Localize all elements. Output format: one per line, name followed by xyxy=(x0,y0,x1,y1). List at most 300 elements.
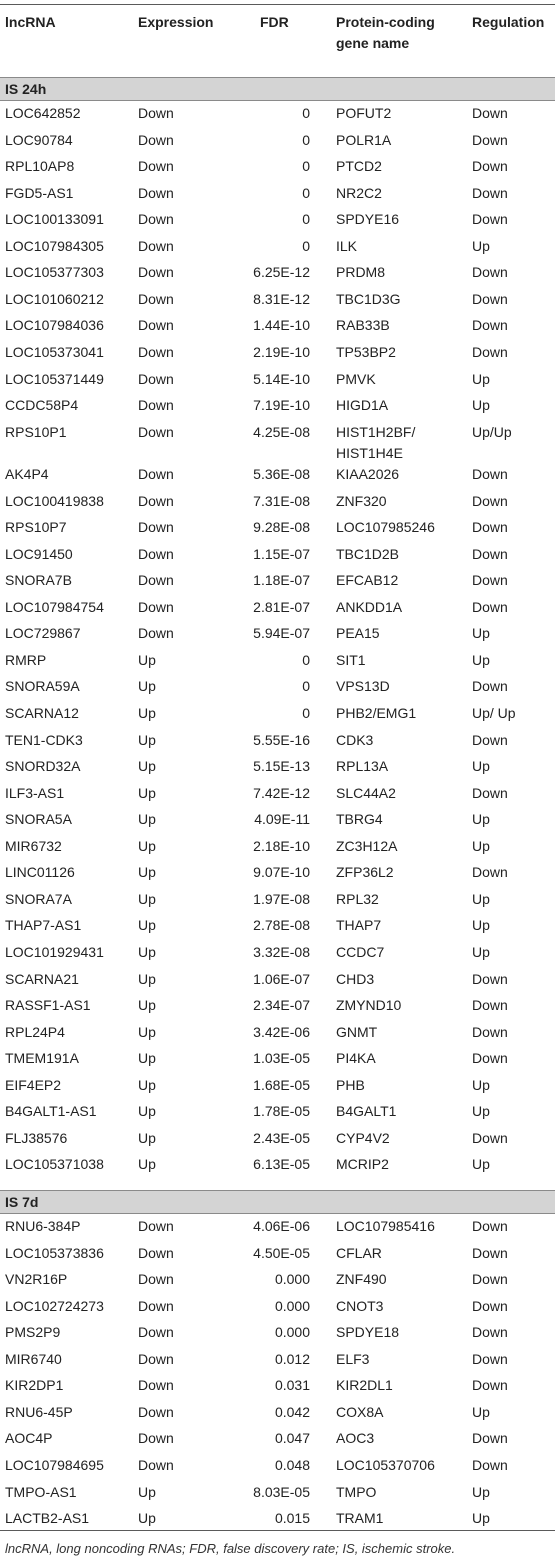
table-row xyxy=(0,730,555,757)
protein-gene-cell: PHB xyxy=(336,1076,365,1093)
expression-cell: Up xyxy=(138,1023,156,1040)
table-row xyxy=(0,676,555,703)
table-row xyxy=(0,1243,555,1270)
fdr-cell: 0.047 xyxy=(274,1430,310,1447)
header-expression: Expression xyxy=(138,14,214,30)
expression-cell: Down xyxy=(138,1271,174,1288)
fdr-cell: 1.97E-08 xyxy=(253,890,310,907)
header-protein-line-1: Protein-coding xyxy=(336,14,435,30)
table-row xyxy=(0,1482,555,1509)
table-row xyxy=(0,1048,555,1075)
regulation-cell: Down xyxy=(472,317,508,334)
table-row xyxy=(0,756,555,783)
expression-cell: Down xyxy=(138,184,174,201)
lncrna-cell: LOC729867 xyxy=(5,625,81,642)
table-row xyxy=(0,942,555,969)
regulation-cell: Down xyxy=(472,1129,508,1146)
table-row xyxy=(0,491,555,518)
regulation-cell: Down xyxy=(472,1244,508,1261)
lncrna-cell: RNU6-45P xyxy=(5,1403,73,1420)
regulation-cell: Down xyxy=(472,572,508,589)
expression-cell: Up xyxy=(138,811,156,828)
fdr-cell: 0.042 xyxy=(274,1403,310,1420)
table-row xyxy=(0,889,555,916)
lncrna-cell: SCARNA21 xyxy=(5,970,79,987)
expression-cell: Up xyxy=(138,1129,156,1146)
protein-gene-cell: EFCAB12 xyxy=(336,572,399,589)
fdr-cell: 0.048 xyxy=(274,1456,310,1473)
expression-cell: Up xyxy=(138,997,156,1014)
lncrna-cell: KIR2DP1 xyxy=(5,1377,64,1394)
lncrna-cell: LOC105371449 xyxy=(5,370,104,387)
fdr-cell: 2.19E-10 xyxy=(253,343,310,360)
regulation-cell: Up xyxy=(472,625,490,642)
table-row xyxy=(0,342,555,369)
regulation-cell: Down xyxy=(472,184,508,201)
fdr-cell: 0 xyxy=(302,131,310,148)
protein-gene-cell: KIAA2026 xyxy=(336,466,400,483)
fdr-cell: 1.15E-07 xyxy=(253,545,310,562)
expression-cell: Up xyxy=(138,1076,156,1093)
table-row xyxy=(0,1428,555,1455)
table-row xyxy=(0,1322,555,1349)
fdr-cell: 0.012 xyxy=(274,1350,310,1367)
expression-cell: Down xyxy=(138,290,174,307)
regulation-cell: Up/ Up xyxy=(472,705,516,722)
table-row xyxy=(0,315,555,342)
lncrna-cell: LACTB2-AS1 xyxy=(5,1510,90,1527)
expression-cell: Down xyxy=(138,264,174,281)
expression-cell: Up xyxy=(138,651,156,668)
table-row xyxy=(0,995,555,1022)
lncrna-cell: RASSF1-AS1 xyxy=(5,997,91,1014)
expression-cell: Down xyxy=(138,1456,174,1473)
lncrna-cell: B4GALT1-AS1 xyxy=(5,1103,97,1120)
fdr-cell: 5.15E-13 xyxy=(253,758,310,775)
regulation-cell: Down xyxy=(472,131,508,148)
regulation-cell: Down xyxy=(472,343,508,360)
fdr-cell: 7.19E-10 xyxy=(253,397,310,414)
regulation-cell: Down xyxy=(472,290,508,307)
header-protein-line-2: gene name xyxy=(336,35,410,51)
fdr-cell: 1.18E-07 xyxy=(253,572,310,589)
regulation-cell: Down xyxy=(472,264,508,281)
table-row xyxy=(0,570,555,597)
expression-cell: Down xyxy=(138,545,174,562)
fdr-cell: 5.94E-07 xyxy=(253,625,310,642)
table-row xyxy=(0,915,555,942)
expression-cell: Down xyxy=(138,343,174,360)
table-row xyxy=(0,289,555,316)
regulation-cell: Up xyxy=(472,943,490,960)
protein-gene-cell: SPDYE16 xyxy=(336,211,400,228)
lncrna-cell: RNU6-384P xyxy=(5,1218,81,1234)
lncrna-cell: LOC100419838 xyxy=(5,492,104,509)
regulation-cell: Up xyxy=(472,1076,490,1093)
protein-gene-cell: SPDYE18 xyxy=(336,1324,400,1341)
lncrna-cell: SNORA7B xyxy=(5,572,72,589)
regulation-cell: Down xyxy=(472,1377,508,1394)
fdr-cell: 0 xyxy=(302,705,310,722)
fdr-cell: 5.14E-10 xyxy=(253,370,310,387)
regulation-cell: Down xyxy=(472,158,508,175)
expression-cell: Down xyxy=(138,211,174,228)
lncrna-cell: LOC642852 xyxy=(5,105,81,121)
protein-gene-cell: POLR1A xyxy=(336,131,392,148)
table-row xyxy=(0,1101,555,1128)
header-lncrna: lncRNA xyxy=(5,14,56,30)
regulation-cell: Down xyxy=(472,1456,508,1473)
protein-gene-cell: RPL13A xyxy=(336,758,389,775)
table-row xyxy=(0,597,555,624)
regulation-cell: Down xyxy=(472,1218,508,1234)
table-row xyxy=(0,783,555,810)
lncrna-cell: PMS2P9 xyxy=(5,1324,61,1341)
lncrna-cell: SNORA7A xyxy=(5,890,72,907)
fdr-cell: 4.25E-08 xyxy=(253,423,310,440)
section-heading xyxy=(0,77,555,101)
expression-cell: Down xyxy=(138,492,174,509)
lncrna-cell: LOC105373041 xyxy=(5,343,104,360)
regulation-cell: Up xyxy=(472,397,490,414)
protein-gene-cell: CYP4V2 xyxy=(336,1129,390,1146)
lncrna-cell: LOC102724273 xyxy=(5,1297,104,1314)
fdr-cell: 2.81E-07 xyxy=(253,598,310,615)
protein-gene-cell: ELF3 xyxy=(336,1350,370,1367)
fdr-cell: 1.06E-07 xyxy=(253,970,310,987)
lncrna-cell: SCARNA12 xyxy=(5,705,79,722)
protein-gene-cell: PTCD2 xyxy=(336,158,382,175)
regulation-cell: Down xyxy=(472,1324,508,1341)
protein-gene-cell: ILK xyxy=(336,237,358,254)
regulation-cell: Down xyxy=(472,1350,508,1367)
expression-cell: Down xyxy=(138,397,174,414)
lncrna-cell: AOC4P xyxy=(5,1430,53,1447)
table-header xyxy=(0,0,555,80)
expression-cell: Down xyxy=(138,1218,174,1234)
header-fdr: FDR xyxy=(260,14,289,30)
expression-cell: Down xyxy=(138,625,174,642)
lncrna-cell: LOC105371038 xyxy=(5,1156,104,1173)
lncrna-cell: LOC107984754 xyxy=(5,598,104,615)
fdr-cell: 0.015 xyxy=(274,1510,310,1527)
expression-cell: Down xyxy=(138,1430,174,1447)
expression-cell: Down xyxy=(138,237,174,254)
fdr-cell: 3.32E-08 xyxy=(253,943,310,960)
expression-cell: Down xyxy=(138,1350,174,1367)
protein-gene-cell: POFUT2 xyxy=(336,105,392,121)
lncrna-cell: EIF4EP2 xyxy=(5,1076,62,1093)
expression-cell: Down xyxy=(138,519,174,536)
protein-gene-cell: PI4KA xyxy=(336,1050,376,1067)
expression-cell: Down xyxy=(138,1244,174,1261)
lncrna-cell: LOC105373836 xyxy=(5,1244,104,1261)
expression-cell: Up xyxy=(138,705,156,722)
table-row xyxy=(0,262,555,289)
lncrna-cell: SNORA5A xyxy=(5,811,72,828)
table-row xyxy=(0,1296,555,1323)
regulation-cell: Down xyxy=(472,1050,508,1067)
regulation-cell: Down xyxy=(472,545,508,562)
lncrna-cell: LOC101929431 xyxy=(5,943,104,960)
fdr-cell: 0 xyxy=(302,651,310,668)
fdr-cell: 0 xyxy=(302,158,310,175)
section-title: IS 24h xyxy=(5,81,47,97)
table-row xyxy=(0,130,555,157)
expression-cell: Down xyxy=(138,1403,174,1420)
lncrna-cell: LINC01126 xyxy=(5,864,75,881)
table-row xyxy=(0,517,555,544)
fdr-cell: 0.031 xyxy=(274,1377,310,1394)
protein-gene-cell: COX8A xyxy=(336,1403,384,1420)
regulation-cell: Down xyxy=(472,864,508,881)
protein-gene-cell: ZNF320 xyxy=(336,492,387,509)
protein-gene-cell: ZNF490 xyxy=(336,1271,387,1288)
fdr-cell: 9.07E-10 xyxy=(253,864,310,881)
expression-cell: Up xyxy=(138,1483,156,1500)
protein-gene-cell: LOC107985246 xyxy=(336,519,435,536)
lncrna-cell: MIR6732 xyxy=(5,837,62,854)
fdr-cell: 5.55E-16 xyxy=(253,731,310,748)
section-title: IS 7d xyxy=(5,1194,39,1210)
fdr-cell: 1.03E-05 xyxy=(253,1050,310,1067)
table-row xyxy=(0,1154,555,1181)
protein-gene-cell: RPL32 xyxy=(336,890,379,907)
lncrna-cell: FGD5-AS1 xyxy=(5,184,74,201)
table-row xyxy=(0,1402,555,1429)
protein-gene-cell: HIGD1A xyxy=(336,397,389,414)
protein-gene-cell: LOC107985416 xyxy=(336,1218,435,1234)
table-row xyxy=(0,969,555,996)
regulation-cell: Up xyxy=(472,370,490,387)
fdr-cell: 4.09E-11 xyxy=(254,811,310,828)
expression-cell: Up xyxy=(138,1510,156,1527)
fdr-cell: 2.43E-05 xyxy=(253,1129,310,1146)
regulation-cell: Up xyxy=(472,1403,490,1420)
expression-cell: Down xyxy=(138,158,174,175)
protein-gene-cell: TBRG4 xyxy=(336,811,383,828)
fdr-cell: 2.18E-10 xyxy=(253,837,310,854)
fdr-cell: 8.03E-05 xyxy=(253,1483,310,1500)
protein-gene-cell: TP53BP2 xyxy=(336,343,396,360)
regulation-cell: Down xyxy=(472,519,508,536)
fdr-cell: 7.42E-12 xyxy=(253,784,310,801)
expression-cell: Up xyxy=(138,784,156,801)
fdr-cell: 1.44E-10 xyxy=(253,317,310,334)
protein-gene-cell: CCDC7 xyxy=(336,943,385,960)
lncrna-cell: LOC91450 xyxy=(5,545,73,562)
lncrna-cell: CCDC58P4 xyxy=(5,397,79,414)
fdr-cell: 1.78E-05 xyxy=(253,1103,310,1120)
expression-cell: Up xyxy=(138,943,156,960)
table-row xyxy=(0,103,555,130)
protein-gene-cell: SLC44A2 xyxy=(336,784,396,801)
protein-gene-cell: CDK3 xyxy=(336,731,374,748)
fdr-cell: 7.31E-08 xyxy=(253,492,310,509)
regulation-cell: Down xyxy=(472,970,508,987)
fdr-cell: 0 xyxy=(302,105,310,121)
protein-gene-cell: PEA15 xyxy=(336,625,380,642)
expression-cell: Down xyxy=(138,572,174,589)
lncrna-cell: ILF3-AS1 xyxy=(5,784,65,801)
protein-gene-cell: PHB2/EMG1 xyxy=(336,705,417,722)
table-row xyxy=(0,836,555,863)
protein-gene-cell: B4GALT1 xyxy=(336,1103,397,1120)
lncrna-cell: TEN1-CDK3 xyxy=(5,731,83,748)
table-row xyxy=(0,703,555,730)
table-bottom-rule xyxy=(0,1530,555,1531)
expression-cell: Up xyxy=(138,758,156,775)
table-row xyxy=(0,183,555,210)
expression-cell: Down xyxy=(138,105,174,121)
regulation-cell: Up xyxy=(472,890,490,907)
regulation-cell: Down xyxy=(472,678,508,695)
table-row xyxy=(0,236,555,263)
protein-gene-cell: NR2C2 xyxy=(336,184,382,201)
header-regulation: Regulation xyxy=(472,14,545,30)
protein-gene-cell: AOC3 xyxy=(336,1430,375,1447)
table-row xyxy=(0,1022,555,1049)
expression-cell: Down xyxy=(138,131,174,148)
lncrna-cell: LOC100133091 xyxy=(5,211,104,228)
regulation-cell: Down xyxy=(472,598,508,615)
fdr-cell: 0 xyxy=(302,678,310,695)
protein-gene-cell: RAB33B xyxy=(336,317,390,334)
fdr-cell: 0.000 xyxy=(274,1297,310,1314)
fdr-cell: 5.36E-08 xyxy=(253,466,310,483)
expression-cell: Up xyxy=(138,1156,156,1173)
table-row xyxy=(0,1375,555,1402)
expression-cell: Up xyxy=(138,1050,156,1067)
lncrna-cell: MIR6740 xyxy=(5,1350,62,1367)
fdr-cell: 3.42E-06 xyxy=(253,1023,310,1040)
table-row xyxy=(0,650,555,677)
regulation-cell: Up xyxy=(472,651,490,668)
expression-cell: Up xyxy=(138,837,156,854)
regulation-cell: Down xyxy=(472,997,508,1014)
lncrna-cell: THAP7-AS1 xyxy=(5,917,82,934)
protein-gene-cell: TRAM1 xyxy=(336,1510,384,1527)
expression-cell: Down xyxy=(138,317,174,334)
table-row xyxy=(0,809,555,836)
lncrna-cell: RPL24P4 xyxy=(5,1023,65,1040)
table-row xyxy=(0,464,555,491)
fdr-cell: 0.000 xyxy=(274,1271,310,1288)
expression-cell: Up xyxy=(138,890,156,907)
regulation-cell: Up xyxy=(472,237,490,254)
regulation-cell: Down xyxy=(472,105,508,121)
fdr-cell: 0.000 xyxy=(274,1324,310,1341)
fdr-cell: 4.06E-06 xyxy=(253,1218,310,1234)
regulation-cell: Up xyxy=(472,758,490,775)
protein-gene-cell: SIT1 xyxy=(336,651,366,668)
regulation-cell: Down xyxy=(472,492,508,509)
table-row xyxy=(0,369,555,396)
lncrna-cell: TMPO-AS1 xyxy=(5,1483,77,1500)
lncrna-cell: TMEM191A xyxy=(5,1050,79,1067)
lncrna-cell: LOC90784 xyxy=(5,131,73,148)
table-row xyxy=(0,1269,555,1296)
lncrna-cell: RMRP xyxy=(5,651,47,668)
protein-gene-cell: HIST1H2BF/ xyxy=(336,423,416,440)
protein-gene-cell-continued: HIST1H4E xyxy=(336,444,403,461)
protein-gene-cell: ZC3H12A xyxy=(336,837,398,854)
regulation-cell: Down xyxy=(472,466,508,483)
table-row xyxy=(0,1075,555,1102)
lncrna-cell: LOC101060212 xyxy=(5,290,104,307)
regulation-cell: Up xyxy=(472,1483,490,1500)
protein-gene-cell: PRDM8 xyxy=(336,264,386,281)
fdr-cell: 1.68E-05 xyxy=(253,1076,310,1093)
table-row xyxy=(0,1455,555,1482)
protein-gene-cell: THAP7 xyxy=(336,917,382,934)
lncrna-cell: SNORA59A xyxy=(5,678,80,695)
fdr-cell: 6.13E-05 xyxy=(253,1156,310,1173)
protein-gene-cell: ZMYND10 xyxy=(336,997,402,1014)
regulation-cell: Down xyxy=(472,1271,508,1288)
lncrna-cell: RPS10P1 xyxy=(5,423,67,440)
expression-cell: Down xyxy=(138,466,174,483)
table-row xyxy=(0,1128,555,1155)
regulation-cell: Down xyxy=(472,1023,508,1040)
regulation-cell: Up xyxy=(472,1103,490,1120)
expression-cell: Up xyxy=(138,864,156,881)
table-row xyxy=(0,862,555,889)
table-footnote: lncRNA, long noncoding RNAs; FDR, false discovery rate; IS, ischemic stroke. xyxy=(5,1541,456,1556)
fdr-cell: 2.78E-08 xyxy=(253,917,310,934)
lncrna-cell: FLJ38576 xyxy=(5,1129,68,1146)
table-row xyxy=(0,623,555,650)
fdr-cell: 4.50E-05 xyxy=(253,1244,310,1261)
expression-cell: Down xyxy=(138,423,174,440)
lncrna-cell: RPL10AP8 xyxy=(5,158,75,175)
fdr-cell: 2.34E-07 xyxy=(253,997,310,1014)
fdr-cell: 8.31E-12 xyxy=(253,290,310,307)
regulation-cell: Up/Up xyxy=(472,423,512,440)
expression-cell: Up xyxy=(138,678,156,695)
regulation-cell: Up xyxy=(472,917,490,934)
protein-gene-cell: TMPO xyxy=(336,1483,377,1500)
table-row xyxy=(0,209,555,236)
lncrna-cell: LOC105377303 xyxy=(5,264,104,281)
protein-gene-cell: ANKDD1A xyxy=(336,598,403,615)
lncrna-cell: LOC107984695 xyxy=(5,1456,104,1473)
expression-cell: Up xyxy=(138,917,156,934)
protein-gene-cell: ZFP36L2 xyxy=(336,864,394,881)
regulation-cell: Down xyxy=(472,1430,508,1447)
expression-cell: Down xyxy=(138,1324,174,1341)
section-heading xyxy=(0,1190,555,1214)
lncrna-cell: AK4P4 xyxy=(5,466,49,483)
fdr-cell: 6.25E-12 xyxy=(253,264,310,281)
fdr-cell: 0 xyxy=(302,211,310,228)
expression-cell: Down xyxy=(138,1377,174,1394)
protein-gene-cell: LOC105370706 xyxy=(336,1456,435,1473)
regulation-cell: Up xyxy=(472,811,490,828)
regulation-cell: Down xyxy=(472,1297,508,1314)
expression-cell: Up xyxy=(138,970,156,987)
protein-gene-cell: TBC1D2B xyxy=(336,545,400,562)
protein-gene-cell: TBC1D3G xyxy=(336,290,401,307)
lncrna-cell: VN2R16P xyxy=(5,1271,68,1288)
regulation-cell: Up xyxy=(472,1156,490,1173)
expression-cell: Down xyxy=(138,1297,174,1314)
expression-cell: Up xyxy=(138,731,156,748)
regulation-cell: Up xyxy=(472,1510,490,1527)
regulation-cell: Up xyxy=(472,837,490,854)
fdr-cell: 9.28E-08 xyxy=(253,519,310,536)
protein-gene-cell: MCRIP2 xyxy=(336,1156,389,1173)
